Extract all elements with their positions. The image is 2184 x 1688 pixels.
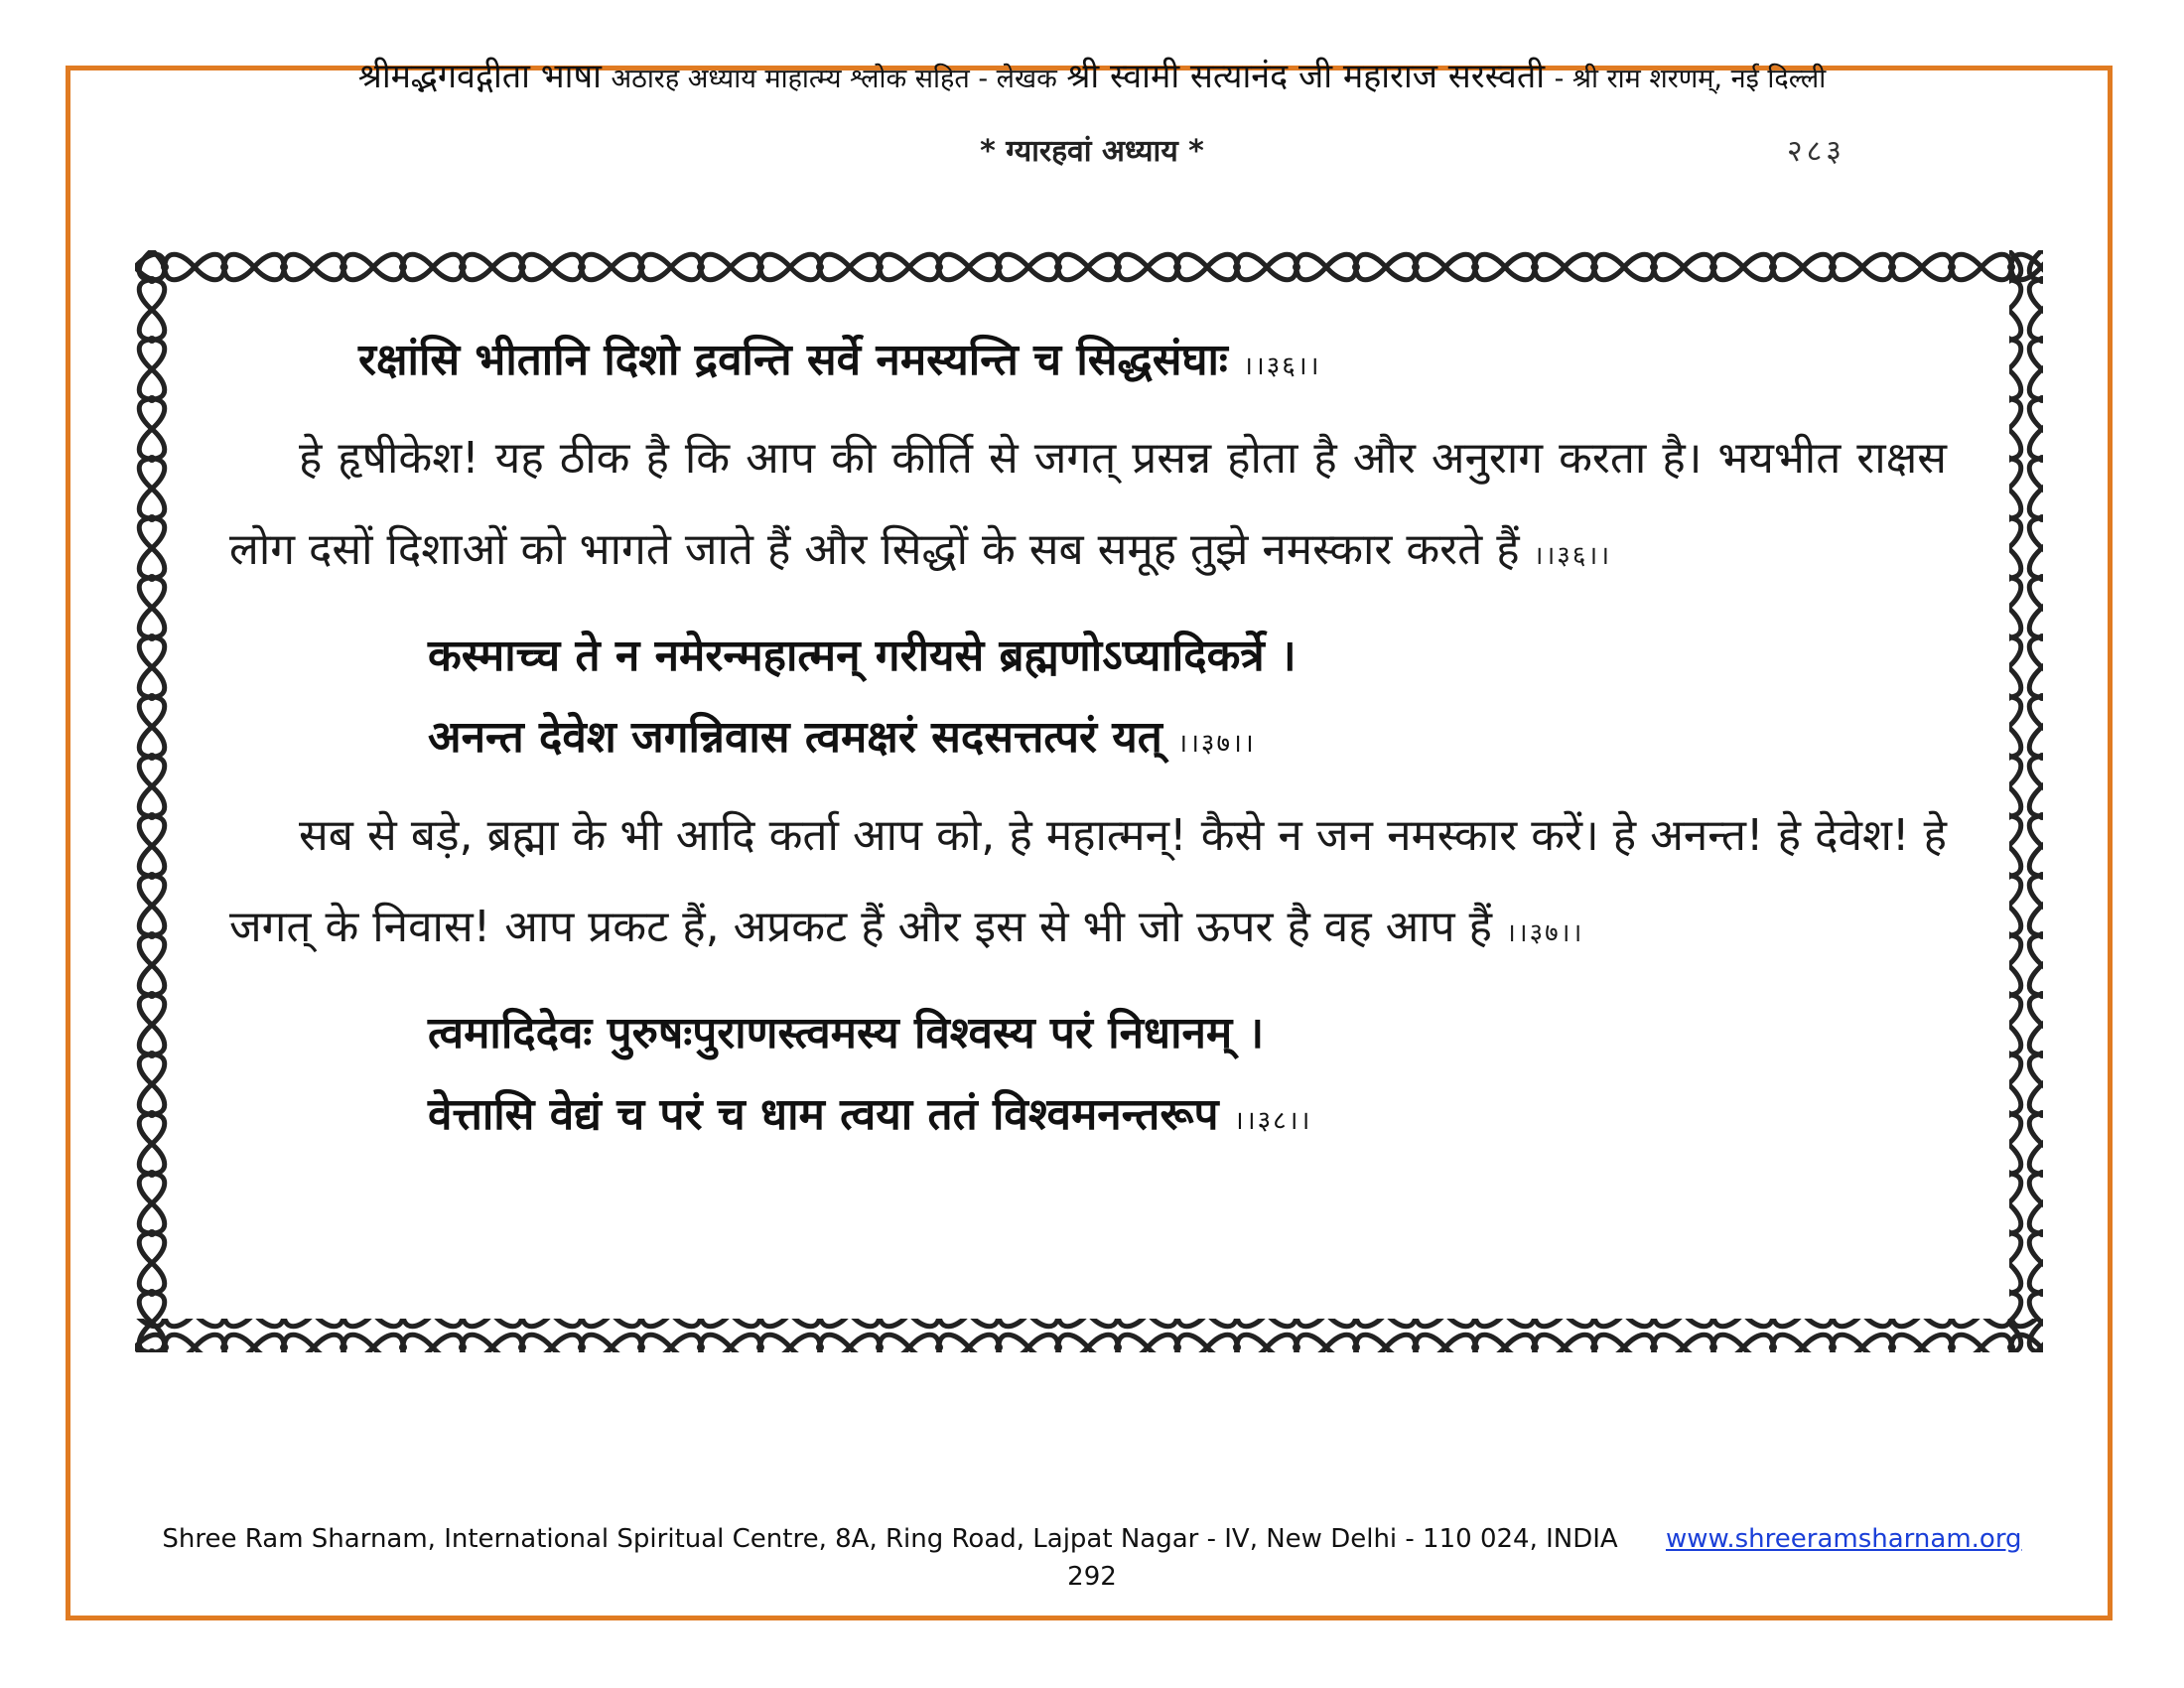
verse-38-number: ।।३८।। [1233,1106,1312,1136]
header-title: श्रीमद्भगवद्गीता भाषा [357,57,602,96]
footer-page-number: 292 [1067,1562,1117,1592]
scanned-page-box [135,250,2043,1352]
verse-37-prose: सब से बड़े, ब्रह्मा के भी आदि कर्ता आप को, हे महात्मन्! कैसे न जन नमस्कार करें। हे अनन्त! हे देवेश! हे जगत् के निवास! आप प्रकट हैं, अप्रकट हैं और इस से भी जो ऊपर है वह आप हैं [229,810,1947,952]
verse-38-line-2: वेत्तासि वेद्यं च परं च धाम त्वया ततं विश्वमनन्तरूप [428,1089,1219,1140]
chapter-title: * ग्यारहवां अध्याय * [980,134,1204,169]
verse-36-number: ।।३६।। [1243,352,1321,381]
verse-38-shloka [229,993,1947,1162]
verse-36-line: रक्षांसि भीतानि दिशो द्रवन्ति सर्वे नमस्यन्ति च सिद्धसंघाः [358,335,1228,385]
verse-38-line-1: त्वमादिदेवः पुरुषःपुराणस्त्वमस्य विश्वस्य परं निधानम् । [428,1008,1265,1058]
verse-37-prose-number: ।।३७।। [1505,918,1584,948]
verse-37-number: ।।३७।। [1177,729,1256,759]
verse-37-line-2: अनन्त देवेश जगन्निवास त्वमक्षरं सदसत्तत्परं यत् [428,712,1162,763]
website-link[interactable]: www.shreeramsharnam.org [1665,1524,2022,1554]
verse-36-prose: हे हृषीकेश! यह ठीक है कि आप की कीर्ति से जगत् प्रसन्न होता है और अनुराग करता है। भयभीत राक्षस लोग दसों दिशाओं को भागते जाते हैं और सिद्धों के सब समूह तुझे नमस्कार करते हैं [229,433,1947,575]
book-page-number: २८३ [1787,134,1845,169]
verse-37-line-1: कस्माच्च ते न नमेरन्महात्मन् गरीयसे ब्रह्मणोऽप्यादिकर्त्रे । [428,631,1297,681]
page-header [0,52,2184,97]
verse-37-translation [229,790,1947,979]
page-footer [0,1524,2184,1592]
header-publisher: - श्री राम शरणम्, नई दिल्ली [1554,64,1827,94]
verse-36-prose-number: ।।३६।। [1533,541,1612,571]
header-subtitle: अठारह अध्याय माहात्म्य श्लोक सहित - लेखक [611,64,1057,94]
verse-content [229,320,1947,1162]
verse-36-shloka [229,320,1947,407]
footer-address: Shree Ram Sharnam, International Spiritual Centre, 8A, Ring Road, Lajpat Nagar - IV, New Delhi - 110 024, INDIA [162,1524,1618,1554]
header-author: श्री स्वामी सत्यानंद जी महाराज सरस्वती [1066,57,1546,96]
verse-37-shloka [229,616,1947,784]
verse-36-translation [229,413,1947,602]
